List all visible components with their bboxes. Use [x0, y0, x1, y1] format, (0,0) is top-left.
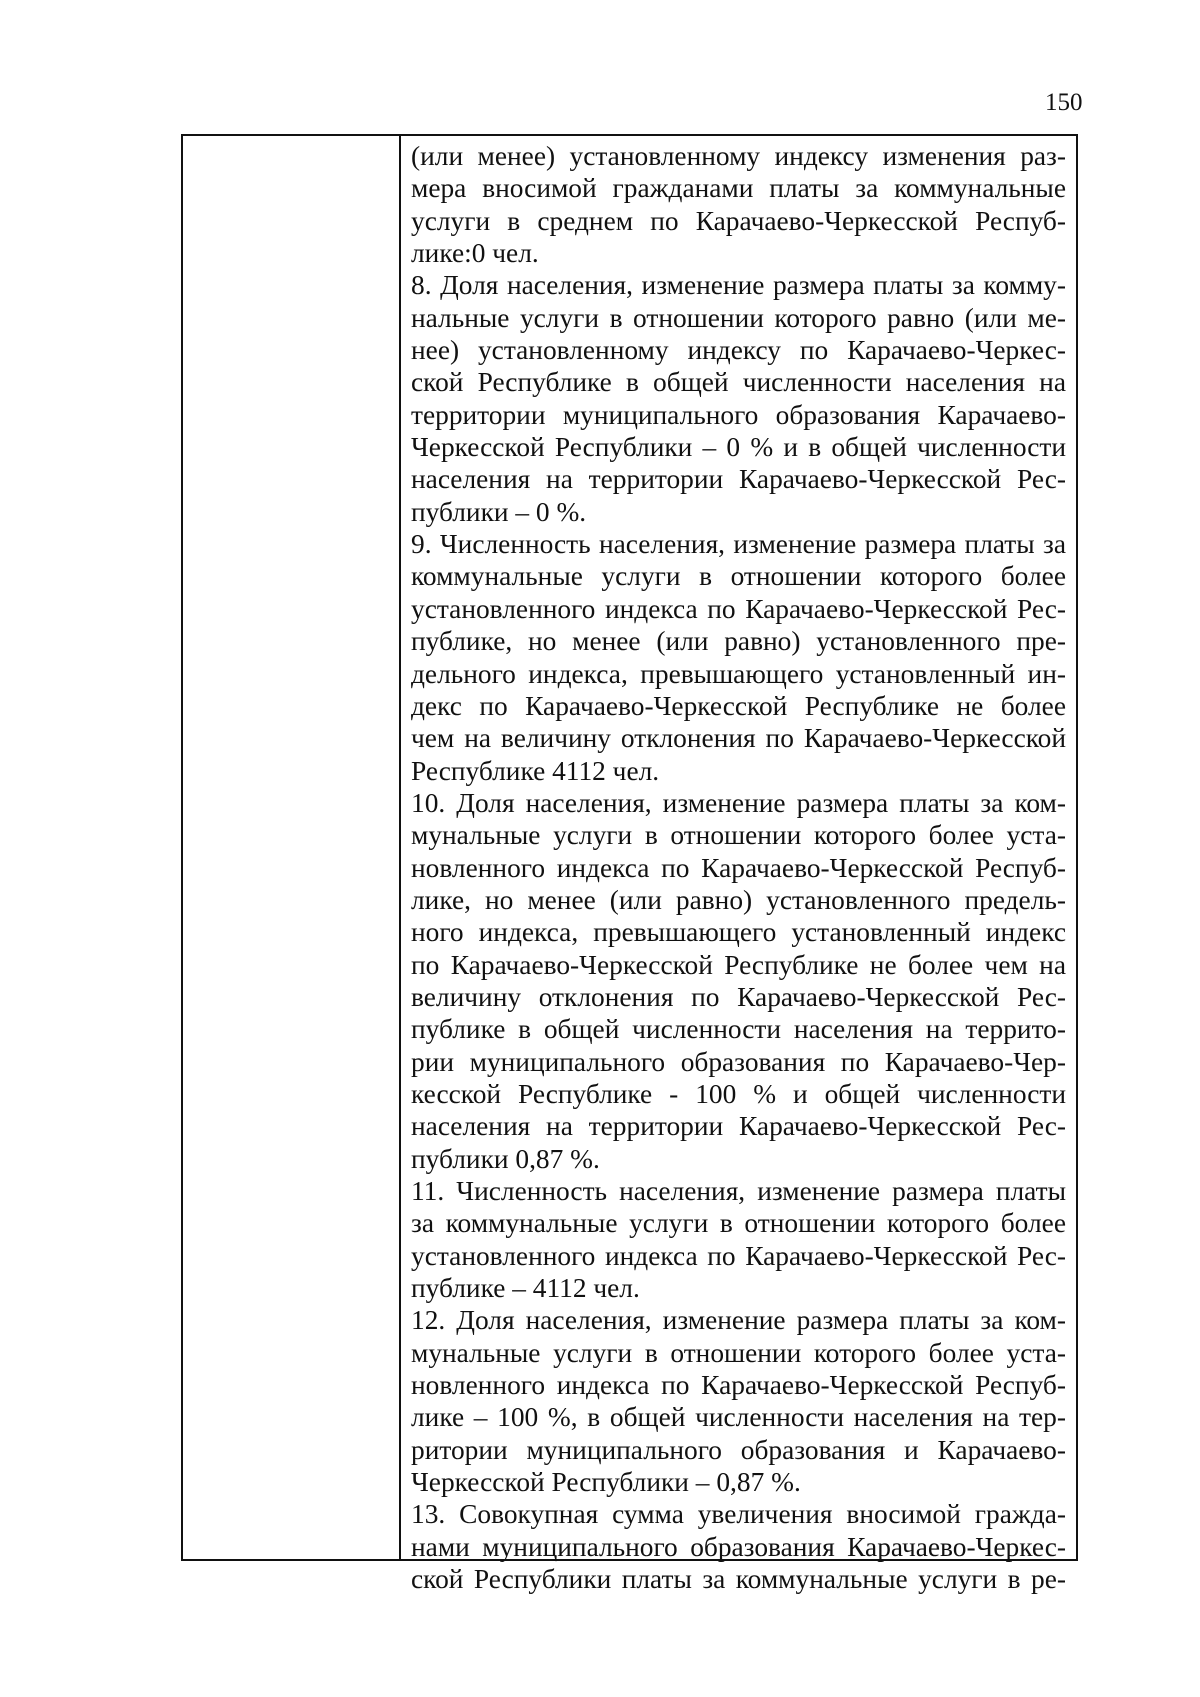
text-line: ритории муниципального образования и Карачаево- — [411, 1434, 1066, 1465]
text-line: 13. Совокупная сумма увеличения вносимой гражда- — [411, 1499, 1066, 1530]
paragraph — [411, 787, 1066, 1175]
text-line: 8. Доля населения, изменение размера платы за комму- — [411, 270, 1066, 301]
text-line: 12. Доля населения, изменение размера платы за ком- — [411, 1305, 1066, 1336]
paragraph — [411, 269, 1066, 528]
text-line: за коммунальные услуги в отношении которого более — [411, 1208, 1066, 1239]
text-line: лике, но менее (или равно) установленного предель- — [411, 884, 1066, 915]
text-line: лике – 100 %, в общей численности населения на тер- — [411, 1402, 1066, 1433]
text-line: установленного индекса по Карачаево-Черкесской Рес- — [411, 1240, 1066, 1271]
text-line: дельного индекса, превышающего установленный ин- — [411, 658, 1066, 689]
text-line: публике – 4112 чел. — [411, 1273, 640, 1304]
text-line: новленного индекса по Карачаево-Черкесской Респуб- — [411, 852, 1066, 883]
text-line: ской Республике в общей численности населения на — [411, 367, 1066, 398]
paragraph — [411, 1304, 1066, 1498]
text-line: лике:0 чел. — [411, 238, 539, 269]
paragraph — [411, 1498, 1066, 1595]
text-line: мунальные услуги в отношении которого более уста- — [411, 1337, 1066, 1368]
text-line: коммунальные услуги в отношении которого более — [411, 561, 1066, 592]
paragraph — [411, 1175, 1066, 1304]
text-line: Черкесской Республики – 0 % и в общей численности — [411, 432, 1066, 463]
paragraph — [411, 140, 1066, 269]
text-line: 9. Численность населения, изменение размера платы за — [411, 529, 1066, 560]
text-line: населения на территории Карачаево-Черкесской Рес- — [411, 1111, 1066, 1142]
text-line: по Карачаево-Черкесской Республике не более чем на — [411, 949, 1066, 980]
text-line: населения на территории Карачаево-Черкесской Рес- — [411, 464, 1066, 495]
text-line: нальные услуги в отношении которого равно (или ме- — [411, 302, 1066, 333]
text-line: мунальные услуги в отношении которого более уста- — [411, 820, 1066, 851]
text-line: услуги в среднем по Карачаево-Черкесской Респуб- — [411, 205, 1066, 236]
text-line: нее) установленному индексу по Карачаево-Черкес- — [411, 335, 1066, 366]
text-line: 10. Доля населения, изменение размера платы за ком- — [411, 787, 1066, 818]
text-line: кесской Республике - 100 % и общей численности — [411, 1078, 1066, 1109]
document-table — [181, 134, 1078, 1595]
text-line: ного индекса, превышающего установленный индекс — [411, 917, 1066, 948]
text-line: чем на величину отклонения по Карачаево-Черкесской — [411, 723, 1066, 754]
paragraph — [411, 528, 1066, 787]
text-line: величину отклонения по Карачаево-Черкесской Рес- — [411, 981, 1066, 1012]
text-line: новленного индекса по Карачаево-Черкесской Респуб- — [411, 1370, 1066, 1401]
table-right-column — [401, 136, 1076, 1595]
text-line: публики – 0 %. — [411, 496, 587, 527]
text-line: 11. Численность населения, изменение размера платы — [411, 1176, 1066, 1206]
text-line: территории муниципального образования Карачаево- — [411, 399, 1066, 430]
text-line: Республике 4112 чел. — [411, 755, 660, 786]
text-line: установленного индекса по Карачаево-Черкесской Рес- — [411, 593, 1066, 624]
text-line: (или менее) установленному индексу изменения раз- — [411, 141, 1066, 171]
text-line: публики 0,87 %. — [411, 1143, 600, 1174]
text-line: ской Республики платы за коммунальные услуги в ре- — [411, 1564, 1066, 1595]
text-line: публике в общей численности населения на террито- — [411, 1014, 1066, 1045]
page-number: 150 — [1045, 89, 1083, 116]
table-left-column — [183, 136, 401, 1559]
text-line: рии муниципального образования по Карачаево-Чер- — [411, 1046, 1066, 1077]
text-line: Черкесской Республики – 0,87 %. — [411, 1467, 801, 1498]
text-line: публике, но менее (или равно) установленного пре- — [411, 626, 1066, 657]
text-line: мера вносимой гражданами платы за коммунальные — [411, 173, 1066, 204]
text-line: нами муниципального образования Карачаево-Черкес- — [411, 1531, 1066, 1562]
text-line: декс по Карачаево-Черкесской Республике не более — [411, 690, 1066, 721]
